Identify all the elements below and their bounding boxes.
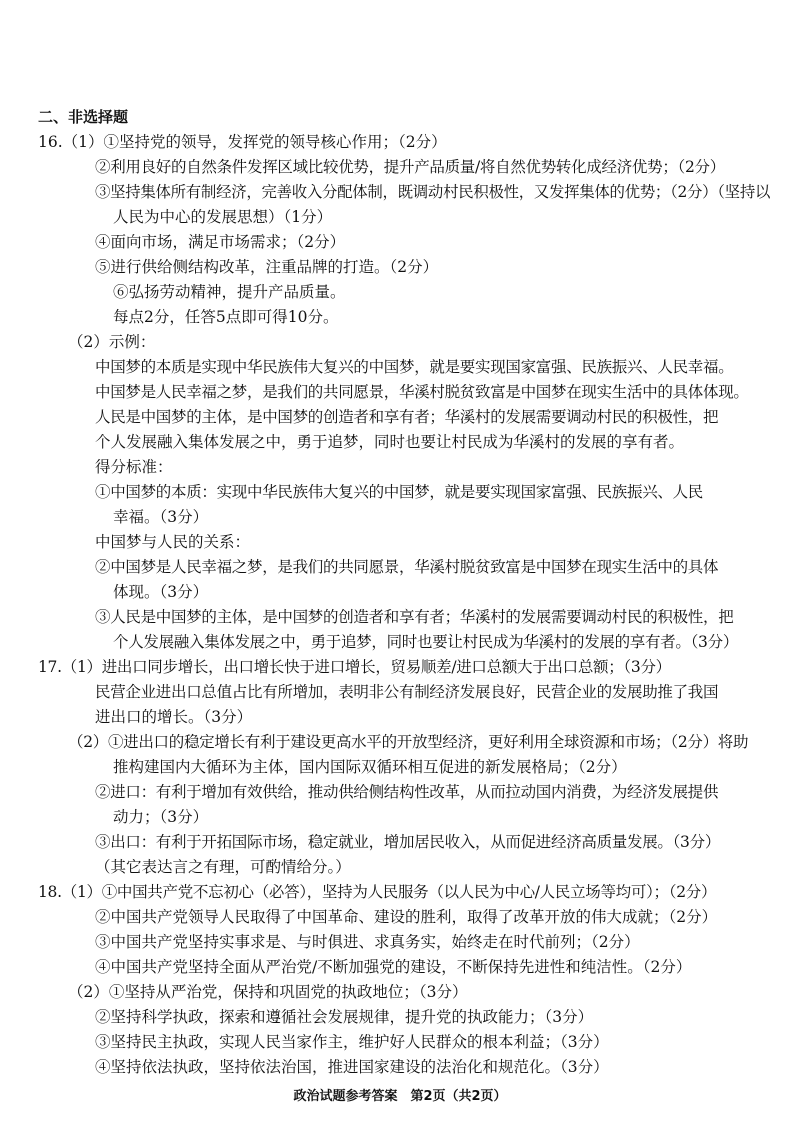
q17-part2-line3: ②进口：有利于增加有效供给，推动供给侧结构性改革，从而拉动国内消费，为经济发展提供 xyxy=(95,783,719,801)
q16-part1-line3: ③坚持集体所有制经济，完善收入分配体制，既调动村民积极性，又发挥集体的优势；（2分）（坚持以 xyxy=(95,183,771,201)
q18-part2-line3: ③坚持民主执政，实现人民当家作主，维护好人民群众的根本利益；（3分） xyxy=(95,1033,609,1051)
q16-part2-line9: 中国梦与人民的关系： xyxy=(95,533,251,551)
q16-part1-line8: 每点2分，任答5点即可得10分。 xyxy=(113,308,339,326)
q17-part2-line6: （其它表达言之有理，可酌情给分。） xyxy=(95,858,351,876)
q18-part1-line1: 18.（1）①中国共产党不忘初心（必答），坚持为人民服务（以人民为中心/人民立场等均可）；（2分） xyxy=(38,883,717,901)
q16-part2-line3: 中国梦是人民幸福之梦，是我们的共同愿景，华溪村脱贫致富是中国梦在现实生活中的具体体现。 xyxy=(95,383,749,401)
q18-part2-line2: ②坚持科学执政，探索和遵循社会发展规律，提升党的执政能力；（3分） xyxy=(95,1008,594,1026)
q18-part2-line4: ④坚持依法执政，坚持依法治国，推进国家建设的法治化和规范化。（3分） xyxy=(95,1058,609,1076)
q17-part2-line4: 动力；（3分） xyxy=(113,808,209,826)
q16-part2-line6: 得分标准： xyxy=(95,458,173,476)
q16-part2-line12: ③人民是中国梦的主体，是中国梦的创造者和享有者；华溪村的发展需要调动村民的积极性，把 xyxy=(95,608,734,626)
q18-part2-line1: （2）①坚持从严治党，保持和巩固党的执政地位；（3分） xyxy=(68,983,468,1001)
q16-part2-line11: 体现。（3分） xyxy=(113,583,209,601)
q16-part1-line1: 16.（1）①坚持党的领导，发挥党的领导核心作用；（2分） xyxy=(38,133,447,151)
q16-part1-line6: ⑤进行供给侧结构改革，注重品牌的打造。（2分） xyxy=(95,258,439,276)
q17-part2-line5: ③出口：有利于开拓国际市场，稳定就业，增加居民收入，从而促进经济高质量发展。（3分） xyxy=(95,833,721,851)
page-footer: 政治试题参考答案 第2页（共2页） xyxy=(293,1089,507,1104)
section-title: 二、非选择题 xyxy=(38,108,129,126)
q16-part1-line5: ④面向市场，满足市场需求；（2分） xyxy=(95,233,346,251)
q18-part1-line4: ④中国共产党坚持全面从严治党/不断加强党的建设，不断保持先进性和纯洁性。（2分） xyxy=(95,958,692,976)
q18-part1-line3: ③中国共产党坚持实事求是、与时俱进、求真务实，始终走在时代前列；（2分） xyxy=(95,933,640,951)
q16-part2-line7: ①中国梦的本质：实现中华民族伟大复兴的中国梦，就是要实现国家富强、民族振兴、人民 xyxy=(95,483,704,501)
q16-part2-line10: ②中国梦是人民幸福之梦，是我们的共同愿景，华溪村脱贫致富是中国梦在现实生活中的具体 xyxy=(95,558,719,576)
q16-part2-line2: 中国梦的本质是实现中华民族伟大复兴的中国梦，就是要实现国家富强、民族振兴、人民幸福。 xyxy=(95,358,734,376)
q16-part2-line1: （2）示例： xyxy=(68,333,156,351)
q16-part2-line4: 人民是中国梦的主体，是中国梦的创造者和享有者；华溪村的发展需要调动村民的积极性，把 xyxy=(95,408,719,426)
q16-part2-line13: 个人发展融入集体发展之中，勇于追梦，同时也要让村民成为华溪村的发展的享有者。（3分） xyxy=(113,633,739,651)
q18-part1-line2: ②中国共产党领导人民取得了中国革命、建设的胜利，取得了改革开放的伟大成就；（2分） xyxy=(95,908,718,926)
q17-part1-line2: 民营企业进出口总值占比有所增加，表明非公有制经济发展良好，民营企业的发展助推了我国 xyxy=(95,683,719,701)
q16-part1-line4: 人民为中心的发展思想）（1分） xyxy=(113,208,333,226)
q16-part1-line2: ②利用良好的自然条件发挥区域比较优势，提升产品质量/将自然优势转化成经济优势；（2分） xyxy=(95,158,725,176)
q17-part1-line1: 17.（1）进出口同步增长，出口增长快于进口增长，贸易顺差/进口总额大于出口总额；（3分） xyxy=(38,658,671,676)
q16-part2-line5: 个人发展融入集体发展之中，勇于追梦，同时也要让村民成为华溪村的发展的享有者。 xyxy=(95,433,685,451)
q17-part2-line1: （2）①进出口的稳定增长有利于建设更高水平的开放型经济，更好利用全球资源和市场；（2分）将助 xyxy=(68,733,749,751)
q16-part1-line7: ⑥弘扬劳动精神，提升产品质量。 xyxy=(113,283,346,301)
q17-part1-line3: 进出口的增长。（3分） xyxy=(95,708,253,726)
q17-part2-line2: 推构建国内大循环为主体，国内国际双循环相互促进的新发展格局；（2分） xyxy=(113,758,627,776)
q16-part2-line8: 幸福。（3分） xyxy=(113,508,209,526)
